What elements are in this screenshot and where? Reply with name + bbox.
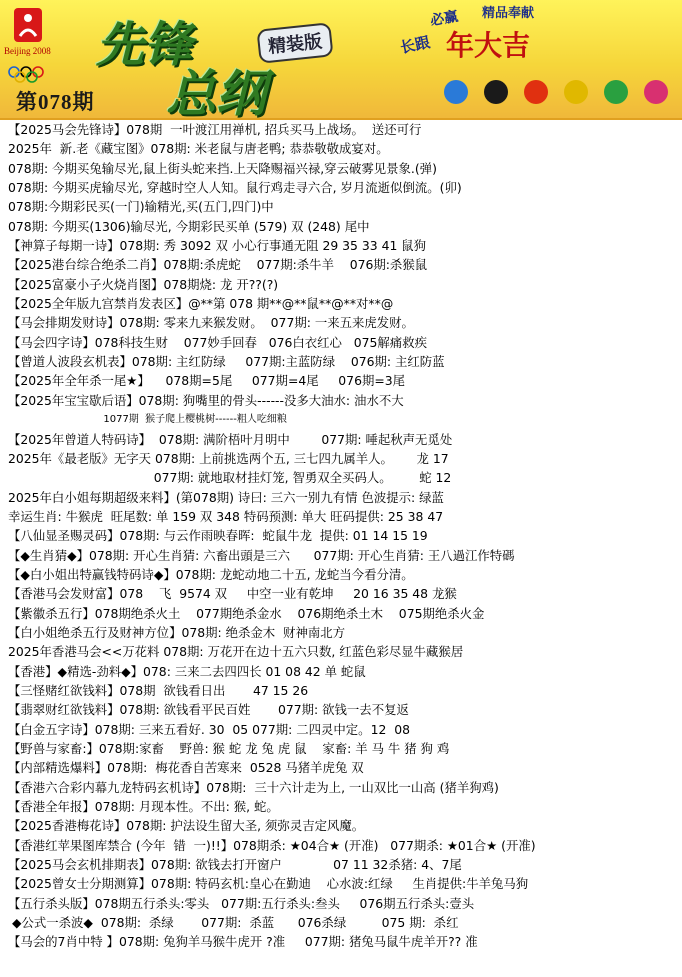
text-line: 2025年 新.老《藏宝图》078期: 米老鼠与唐老鸭; 恭恭敬敬成宴对。 [8,141,389,157]
text-line: 【2025年全年杀一尾★】 078期=5尾 077期=4尾 076期=3尾 [8,373,405,389]
text-line: 【曾道人波段玄机表】078期: 主红防绿 077期:主蓝防绿 076期: 主红防蓝 [8,354,445,370]
edition-badge: 精装版 [256,22,333,64]
text-line: 078期: 今期买兔输尽光,鼠上街头蛇来挡.上天降赐福兴禄,穿云破雾见景象.(弹) [8,160,437,176]
slogan-quality: 精品奉献 [482,6,535,21]
text-line: 【马会排期发财诗】078期: 零来九来猴发财。 077期: 一来五来虎发财。 [8,315,414,331]
forecast-list [8,120,678,952]
text-line: 【2025曾女士分期测算】078期: 特码玄机:皇心在勤迪 心水波:红绿 生肖提供:牛羊兔马狗 [8,876,529,892]
text-line: 【翡翠财红欲钱料】078期: 欲钱看平民百姓 077期: 欲钱一去不复返 [8,702,409,718]
text-line: 【白金五字诗】078期: 三来五看好. 30 05 077期: 二四灵中定。12 08 [8,721,410,737]
text-line: 078期: 今期买虎输尽光, 穿越时空人人知。鼠行鸡走寻六合, 岁月流逝似倒流。(卯) [8,180,462,196]
olympic-emblem [6,6,70,84]
title-second-line: 总纲 [166,64,266,120]
olympic-caption: Beijing 2008 [4,46,51,56]
text-line: 【香港红苹果图库禁合 (今年 错 一)!!】078期杀: ★04合★ (开准) 077期杀: ★01合★ (开准) [8,837,536,853]
text-line: 1077期 猴子爬上樱桃树------粗人吃细粮 [8,414,287,426]
text-line: 2025年白小姐每期超级来料】(第078期) 诗曰: 三六一别九有情 色波提示: 绿蓝 [8,489,444,505]
text-line: 【神算子每期一诗】078期: 秀 3092 双 小心行事通无阻 29 35 33 41 鼠狗 [8,238,427,254]
header-banner [0,0,682,120]
text-line: ◆公式一杀波◆ 078期: 杀绿 077期: 杀蓝 076杀绿 075 期: 杀红 [8,915,459,931]
text-line: 幸运生肖: 牛猴虎 旺尾数: 单 159 双 348 特码预测: 单大 旺码提供: 25 38 47 [8,508,444,524]
text-line: 【◆生肖猜◆】078期: 开心生肖猜: 六畜出頭是三六 077期: 开心生肖猜: 王八過江作特碼 [8,547,515,563]
text-line: 【白小姐绝杀五行及财神方位】078期: 绝杀金木 财神南北方 [8,624,346,640]
text-line: 【紫徽杀五行】078期绝杀火土 077期绝杀金水 076期绝杀土木 075期绝杀火金 [8,605,485,621]
slogan-follow: 长跟 [398,33,432,57]
text-line: 【香港】◆精选-劲料◆】078: 三来二去四四长 01 08 42 单 蛇鼠 [8,663,366,679]
text-line: 【2025马会先锋诗】078期 一叶渡江用禅机, 招兵买马上战场。 送还可行 [8,122,422,137]
slogan-must-win: 必赢 [428,8,460,30]
text-line: 078期: 今期买(1306)输尽光, 今期彩民买单 (579) 双 (248) 尾中 [8,218,370,234]
text-line: 【野兽与家畜:】078期:家畜 野兽: 猴 蛇 龙 兔 虎 鼠 家畜: 羊 马 牛 猪 狗 鸡 [8,741,450,756]
text-line: 077期: 就地取材挂灯笼, 智勇双全买码人。 蛇 12 [8,470,452,486]
text-line: 【三怪赌红欲钱料】078期 欲钱看日出 47 15 26 [8,682,309,698]
text-line: 【马会四字诗】078科技生财 077妙手回春 076白衣红心 075解痛救疾 [8,334,427,350]
text-line: 【2025全年版九宫禁肖发表区】@**第 078 期**@**鼠**@**对**@ [8,296,394,312]
text-line: 078期:今期彩民买(一门)输精光,买(五门,四门)中 [8,199,274,215]
text-line: 【八仙显圣赐灵码】078期: 与云作雨映春晖: 蛇鼠牛龙 提供: 01 14 15 19 [8,528,428,544]
text-line: 【马会的7肖中特 】078期: 兔狗羊马猴牛虎开 ?准 077期: 猪兔马鼠牛虎羊开?? 准 [8,934,478,950]
mascots-illustration [436,72,676,112]
title-first-line: 先锋 [96,17,193,73]
text-line: 【2025年曾道人特码诗】 078期: 满阶梧叶月明中 077期: 唾起秋声无觅处 [8,431,453,447]
text-line: 【◆白小姐出特赢钱特码诗◆】078期: 龙蛇动地二十五, 龙蛇当今看分清。 [8,566,414,582]
text-line: 【五行杀头版】078期五行杀头:零头 077期:五行杀头:叁头 076期五行杀头:壹头 [8,895,475,911]
text-line: 【2025港台综合绝杀二肖】078期:杀虎蛇 077期:杀牛羊 076期:杀猴鼠 [8,257,428,273]
text-line: 【2025年宝宝歇后语】078期: 狗嘴里的骨头------没多大油水: 油水不大 [8,392,404,408]
text-line: 2025年香港马会<<万花料 078期: 万花开在边十五六只数, 红蓝色彩尽显牛藏猴居 [8,644,464,660]
text-line: 【香港全年报】078期: 月现本性。不出: 猴, 蛇。 [8,799,279,815]
text-line: 【2025富豪小子火烧肖图】078期烧: 龙 开??(?) [8,276,279,292]
text-line: 【内部精选爆料】078期: 梅花香自苦寒来 0528 马猪羊虎兔 双 [8,760,364,776]
issue-number: 第078期 [16,90,95,114]
text-line: 【香港马会发财富】078 飞 9574 双 中空一业有乾坤 20 16 35 48 龙猴 [8,586,457,602]
slogan-good-year: 年大吉 [446,29,531,62]
text-line: 【香港六合彩内幕九龙特码玄机诗】078期: 三十六计走为上, 一山双比一山高 (猪羊狗鸡) [8,779,499,795]
text-line: 【2025马会玄机排期表】078期: 欲钱去打开窗户 07 11 32杀猪: 4、7尾 [8,857,462,873]
text-line: 2025年《最老版》无字天 078期: 上前挑选两个五, 三七四九属羊人。 龙 17 [8,450,449,466]
text-line: 【2025香港梅花诗】078期: 护法设生留大圣, 须弥灵吉定风魔。 [8,818,365,834]
